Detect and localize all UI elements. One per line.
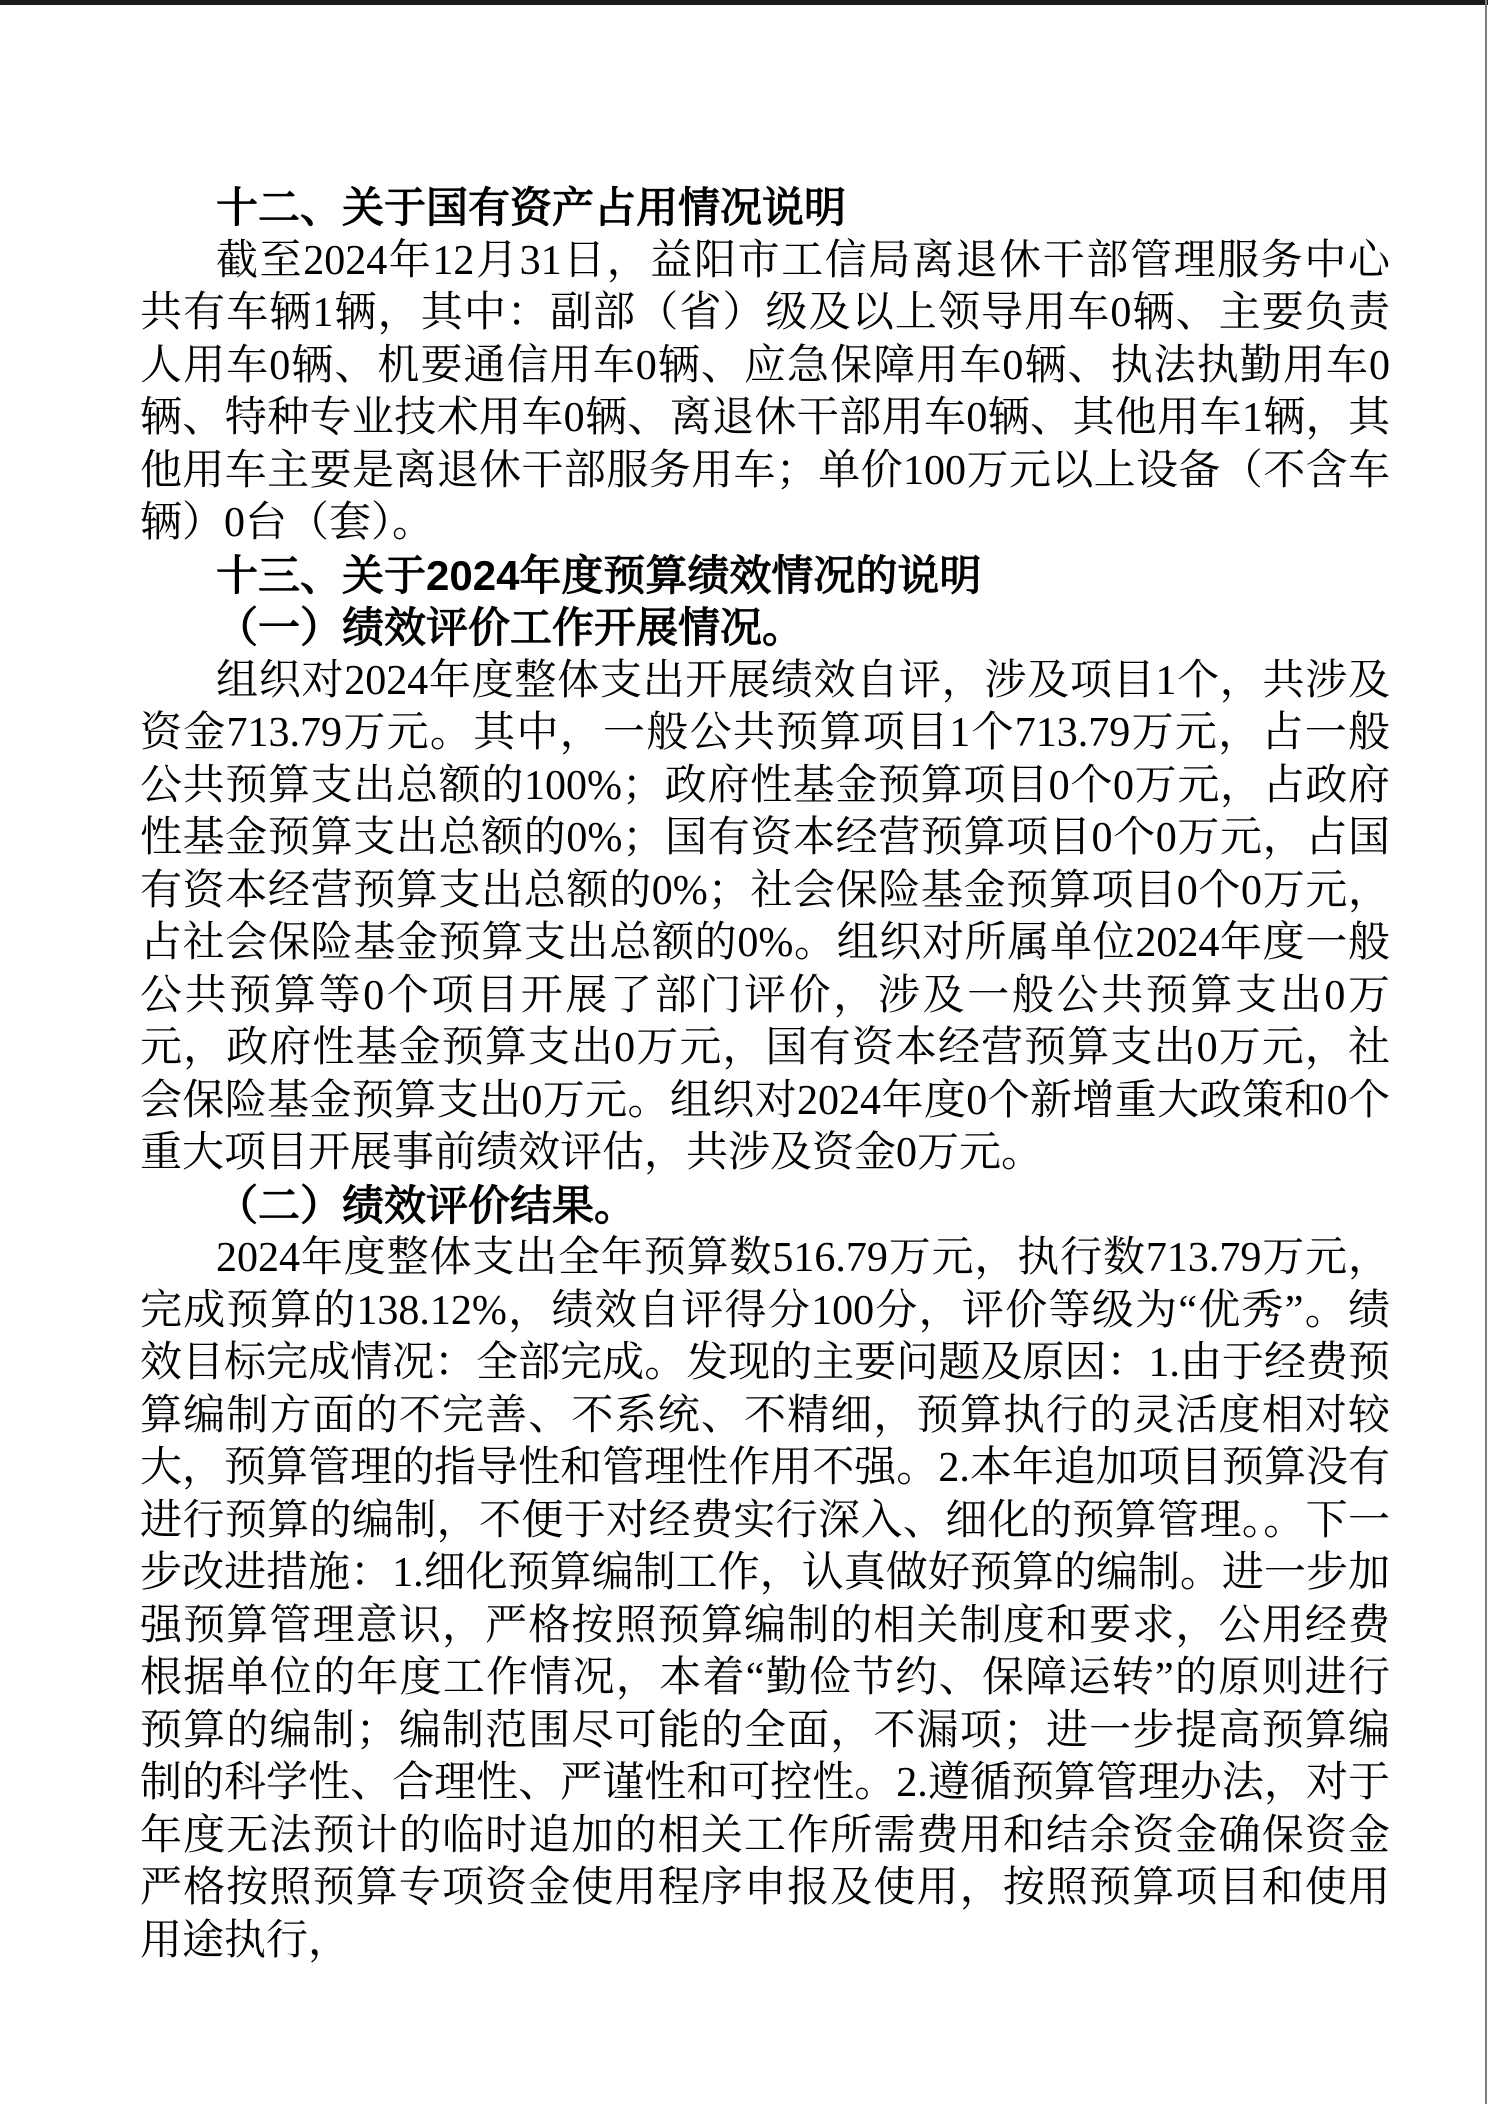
document-content bbox=[140, 182, 1390, 1967]
section-heading: 十二、关于国有资产占用情况说明 bbox=[216, 184, 847, 231]
sub-section-heading: （一）绩效评价工作开展情况。 bbox=[216, 604, 805, 651]
sub-section-heading: （二）绩效评价结果。 bbox=[216, 1181, 637, 1229]
page-right-edge-line bbox=[1485, 0, 1487, 2104]
body-paragraph: 截至2024年12月31日，益阳市工信局离退休干部管理服务中心共有车辆1辆，其中：副部（省）级及以上领导用车0辆、主要负责人用车0辆、机要通信用车0辆、应急保障用车0辆、执法执勤用车0辆、特种专业技术用车0辆、离退休干部用车0辆、其他用车1辆，其他用车主要是离退休干部服务用车；单价100万元以上设备（不含车辆）0台（套）。 bbox=[140, 237, 1390, 546]
section-heading: 十三、关于2024年度预算绩效情况的说明 bbox=[216, 551, 982, 599]
page-top-edge-line bbox=[0, 0, 1488, 5]
body-paragraph: 2024年度整体支出全年预算数516.79万元，执行数713.79万元，完成预算的138.12%，绩效自评得分100分，评价等级为“优秀”。绩效目标完成情况：全部完成。发现的主要问题及原因：1.由于经费预算编制方面的不完善、不系统、不精细，预算执行的灵活度相对较大，预算管理的指导性和管理性作用不强。2.本年追加项目预算没有进行预算的编制，不便于对经费实行深入、细化的预算管理。。下一步改进措施：1.细化预算编制工作，认真做好预算的编制。进一步加强预算管理意识，严格按照预算编制的相关制度和要求，公用经费根据单位的年度工作情况，本着“勤俭节约、保障运转”的原则进行预算的编制；编制范围尽可能的全面，不漏项；进一步提高预算编制的科学性、合理性、严谨性和可控性。2.遵循预算管理办法，对于年度无法预计的临时追加的相关工作所需费用和结余资金确保资金严格按照预算专项资金使用程序申报及使用，按照预算项目和使用用途执行， bbox=[140, 1235, 1390, 1964]
body-paragraph: 组织对2024年度整体支出开展绩效自评，涉及项目1个，共涉及资金713.79万元。其中，一般公共预算项目1个713.79万元，占一般公共预算支出总额的100%；政府性基金预算项目0个0万元，占政府性基金预算支出总额的0%；国有资本经营预算项目0个0万元，占国有资本经营预算支出总额的0%；社会保险基金预算项目0个0万元，占社会保险基金预算支出总额的0%。组织对所属单位2024年度一般公共预算等0个项目开展了部门评价，涉及一般公共预算支出0万元，政府性基金预算支出0万元，国有资本经营预算支出0万元，社会保险基金预算支出0万元。组织对2024年度0个新增重大政策和0个重大项目开展事前绩效评估，共涉及资金0万元。 bbox=[140, 657, 1390, 1176]
